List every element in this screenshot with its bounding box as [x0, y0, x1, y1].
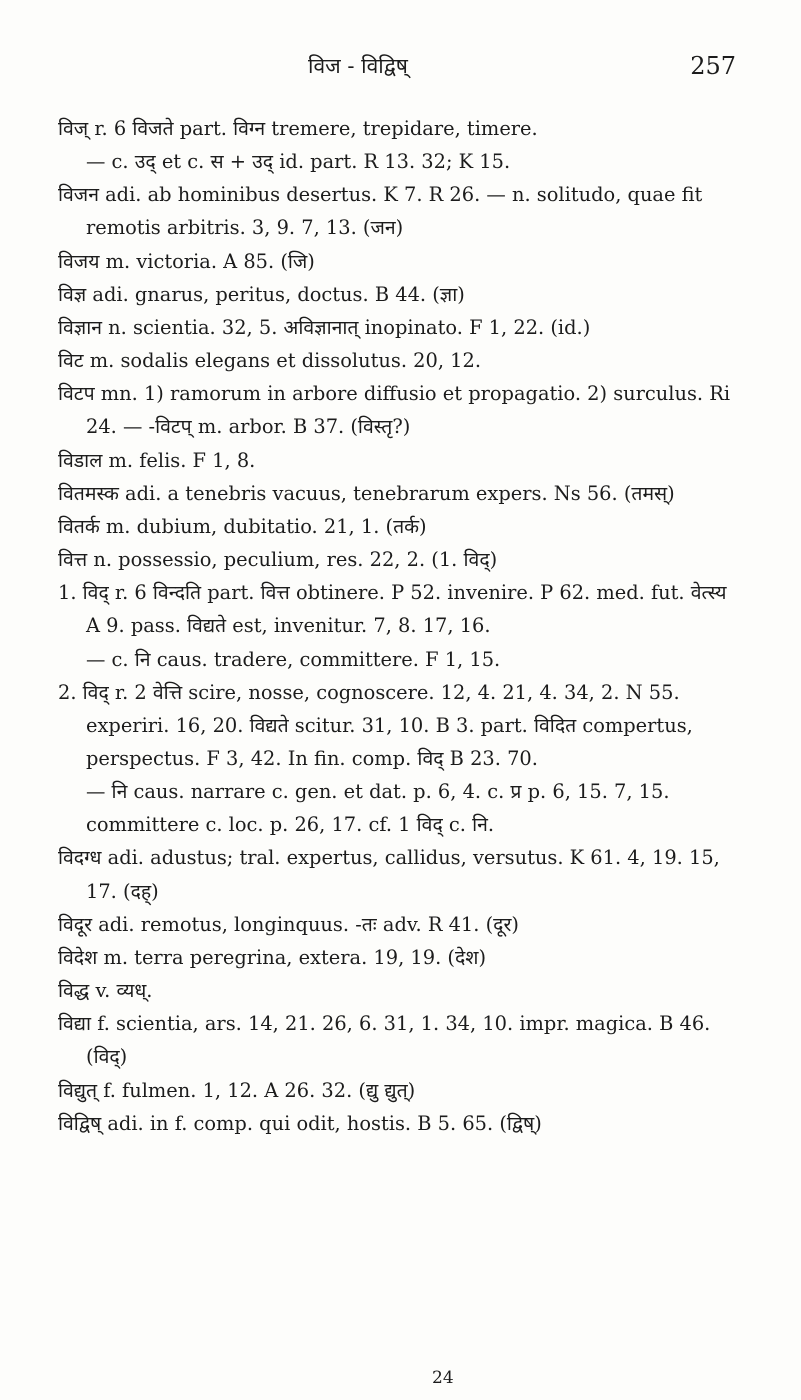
entry-vidura: विदूर adi. remotus, longinquus. -तः adv. R 41. (दूर) — [58, 912, 519, 936]
entry-vidya: विद्या f. scientia, ars. 14, 21. 26, 6. 31, 1. 34, 10. impr. magica. B 46. (विद्) — [58, 1012, 711, 1069]
entry-vid-1: 1. विद् r. 6 विन्दति part. वित्त obtinere. P 52. invenire. P 62. med. fut. वेत्स्य A 9. pass. विद्यते est, invenitur. 7, 8. 17, 16. — [58, 581, 727, 638]
entry-vid-1-caus: — c. नि caus. tradere, committere. F 1, 15. — [86, 647, 501, 671]
entry-vitapa: विटप mn. 1) ramorum in arbore diffusio et propagatio. 2) surculus. Ri 24. — -विटप् m. arbor. B 37. (विस्तृ?) — [58, 382, 731, 439]
page-header — [56, 52, 736, 82]
entry-vid-2: 2. विद् r. 2 वेत्ति scire, nosse, cognoscere. 12, 4. 21, 4. 34, 2. N 55. experiri. 16, 20. विद्यते scitur. 31, 10. B 3. part. विदित compertus, perspectus. F 3, 42. In fin. comp. विद् B 23. 70. — [58, 680, 693, 770]
entry-vij-compounds: — c. उद् et c. स + उद् id. part. R 13. 32; K 15. — [86, 150, 511, 174]
entry-vijnana: विज्ञान n. scientia. 32, 5. अविज्ञानात् inopinato. F 1, 22. (id.) — [58, 315, 591, 339]
entry-vitamaska: वितमस्क adi. a tenebris vacuus, tenebrarum expers. Ns 56. (तमस्) — [58, 481, 675, 505]
entry-vijna: विज्ञ adi. gnarus, peritus, doctus. B 44. (ज्ञा) — [58, 282, 465, 306]
entry-vid-2-caus: — नि caus. narrare c. gen. et dat. p. 6, 4. c. प्र p. 6, 15. 7, 15. committere c. loc. p. 26, 17. cf. 1 विद् c. नि. — [86, 780, 670, 837]
page-number: 257 — [690, 52, 736, 80]
entry-vita: विट m. sodalis elegans et dissolutus. 20, 12. — [58, 349, 482, 373]
entry-vidyut: विद्युत् f. fulmen. 1, 12. A 26. 32. (द्यु द्युत्) — [58, 1078, 416, 1102]
entry-videsha: विदेश m. terra peregrina, extera. 19, 19. (देश) — [58, 945, 487, 969]
entry-vidala: विडाल m. felis. F 1, 8. — [58, 448, 256, 472]
running-head: विज - विद्विष् — [308, 54, 408, 78]
entry-vijaya: विजय m. victoria. A 85. (जि) — [58, 249, 315, 273]
entry-vitta: वित्त n. possessio, peculium, res. 22, 2. (1. विद्) — [58, 548, 498, 572]
entry-vitarka: वितर्क m. dubium, dubitatio. 21, 1. (तर्क) — [58, 514, 427, 538]
dictionary-entries — [58, 112, 740, 1140]
entry-viddha: विद्ध v. व्यध्. — [58, 979, 153, 1003]
entry-vijana: विजन adi. ab hominibus desertus. K 7. R 26. — n. solitudo, quae fit remotis arbitris. 3, 9. 7, 13. (जन) — [58, 183, 703, 240]
entry-vij: विज् r. 6 विजते part. विग्न tremere, trepidare, timere. — [58, 117, 538, 140]
entry-vidagdha: विदग्ध adi. adustus; tral. expertus, callidus, versutus. K 61. 4, 19. 15, 17. (दह्) — [58, 846, 720, 903]
entry-vidvish: विद्विष् adi. in f. comp. qui odit, hostis. B 5. 65. (द्विष्) — [58, 1111, 542, 1135]
printer-signature: 24 — [432, 1368, 454, 1388]
